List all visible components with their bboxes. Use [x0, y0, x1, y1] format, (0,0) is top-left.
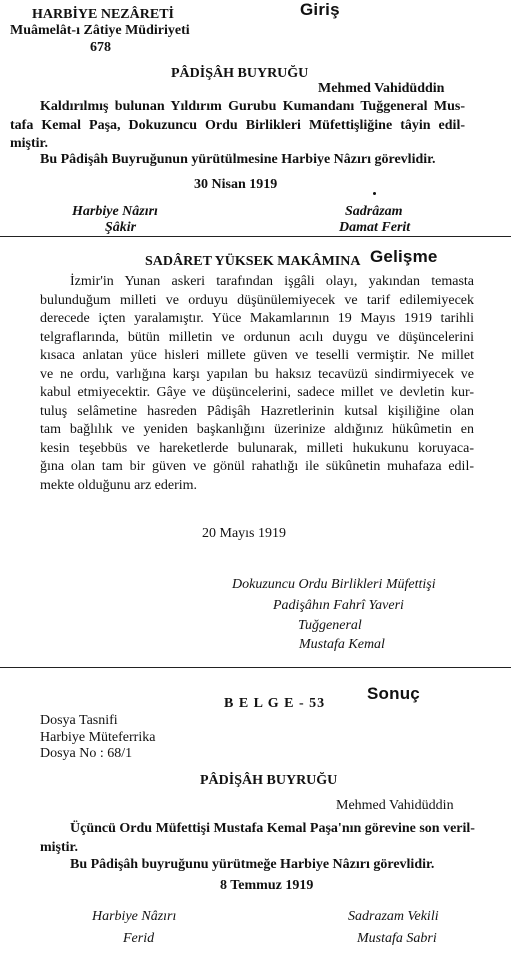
telegram-title: SADÂRET YÜKSEK MAKÂMINA [145, 254, 361, 269]
decree-body-line: Kaldırılmış bulunan Yıldırım Gurubu Kumandanı Tuğgeneral Mus- [40, 99, 465, 114]
right-signature-title: Sadrazam Vekili [348, 909, 439, 924]
decree-body-line: miştir. [10, 136, 48, 151]
telegram-date: 20 Mayıs 1919 [202, 526, 286, 541]
decree-execution-line: Bu Pâdişâh Buyruğunun yürütülmesine Harbiye Nâzırı görevlidir. [40, 152, 436, 167]
ministry-header: HARBİYE NEZÂRETİ [32, 7, 174, 22]
decree-body [10, 98, 465, 154]
telegram-body-line: kesin teşebbüs ve hareketlerde bulunarak, milleti hukukunu koruyaca- [40, 440, 474, 456]
decree-body [40, 820, 475, 857]
telegram-body-line: İzmir'in Yunan askeri tarafından işgâli olayı, yakından temasta [70, 274, 474, 289]
telegram-body-line: tuluş selâmetine hasreden Pâdişâh Hazretlerinin kutsal kişiliğine olan [40, 403, 474, 419]
decree-title: PÂDİŞÂH BUYRUĞU [171, 66, 309, 81]
telegram-body-line: derecede içten yaralamıştır. Yüce Makamlarının 19 Mayıs 1919 tarihli [40, 311, 474, 326]
left-signature-name: Şâkir [105, 220, 137, 235]
dossier-line1: Dosya Tasnifi [40, 713, 118, 728]
right-signature-name: Mustafa Sabri [357, 931, 437, 946]
dossier-line2: Harbiye Müteferrika [40, 730, 156, 745]
decree-signer: Mehmed Vahidüddin [318, 81, 445, 96]
telegram-signature-line2: Padişâhın Fahrî Yaveri [273, 598, 404, 613]
document-number-belge: B E L G E - 53 [224, 696, 326, 711]
decree-body-line: tafa Kemal Paşa, Dokuzuncu Ordu Birlikleri Müfettişliğine tâyin edil- [10, 117, 465, 133]
section-divider [0, 667, 511, 668]
telegram-signature-line3: Tuğgeneral [298, 618, 362, 633]
development-label: Gelişme [370, 247, 438, 266]
ink-dot [373, 192, 376, 195]
telegram-signature-line4: Mustafa Kemal [299, 637, 385, 652]
department-header: Muâmelât-ı Zâtiye Müdiriyeti [10, 23, 190, 38]
decree-signer: Mehmed Vahidüddin [336, 798, 454, 813]
telegram-body-line: bulunduğum milleti ve orduyu düşünülemiyecek ve tarif edilemiyecek [40, 292, 474, 308]
decree-date: 30 Nisan 1919 [194, 177, 278, 192]
decree-body-line: Üçüncü Ordu Müfettişi Mustafa Kemal Paşa'nın görevine son veril- [70, 821, 475, 836]
decree-execution-line: Bu Pâdişâh buyruğunu yürütmeğe Harbiye Nâzırı görevlidir. [70, 857, 435, 872]
left-signature-title: Harbiye Nâzırı [92, 909, 177, 924]
decree-date: 8 Temmuz 1919 [220, 878, 314, 893]
telegram-body-line: ve ne ordu, varlığına karşı yapılan bu haksız tecavüzü sindirmiyecek ve [40, 366, 474, 382]
telegram-body-line: mekte olduğunu arz ederim. [40, 477, 198, 493]
telegram-signature-line1: Dokuzuncu Ordu Birlikleri Müfettişi [232, 577, 436, 592]
dossier-line3: Dosya No : 68/1 [40, 746, 133, 761]
telegram-body-line: kabul etmiyecektir. Gâye ve düşüncelerini, sadece millet ve devletin kur- [40, 385, 474, 400]
telegram-body-line: kısaca anlatan yüce hisleri millete güven ve teselli vermiştir. Ne millet [40, 348, 474, 363]
telegram-body-line: tam bağlılık ve yeniden başkanlığını üzerinize aldığınız hükûmetin en [40, 422, 474, 437]
right-signature-name: Damat Ferit [339, 220, 411, 235]
decree-body-line: miştir. [40, 839, 78, 855]
decree-title: PÂDİŞÂH BUYRUĞU [200, 773, 338, 788]
left-signature-name: Ferid [123, 931, 155, 946]
left-signature-title: Harbiye Nâzırı [72, 204, 158, 219]
section-divider [0, 236, 511, 237]
telegram-body [40, 273, 474, 495]
document-number: 678 [90, 40, 111, 55]
right-signature-title: Sadrâzam [345, 204, 403, 219]
result-label: Sonuç [367, 684, 420, 703]
telegram-body-line: ğına olan tam bir güven ve gönül rahatlığı ile sükûnetin muhafaza edil- [40, 459, 474, 474]
telegram-body-line: telgraflarında, bütün milletin ve ordunun acılı duygu ve düşüncelerini [40, 329, 474, 345]
intro-label: Giriş [300, 0, 340, 19]
